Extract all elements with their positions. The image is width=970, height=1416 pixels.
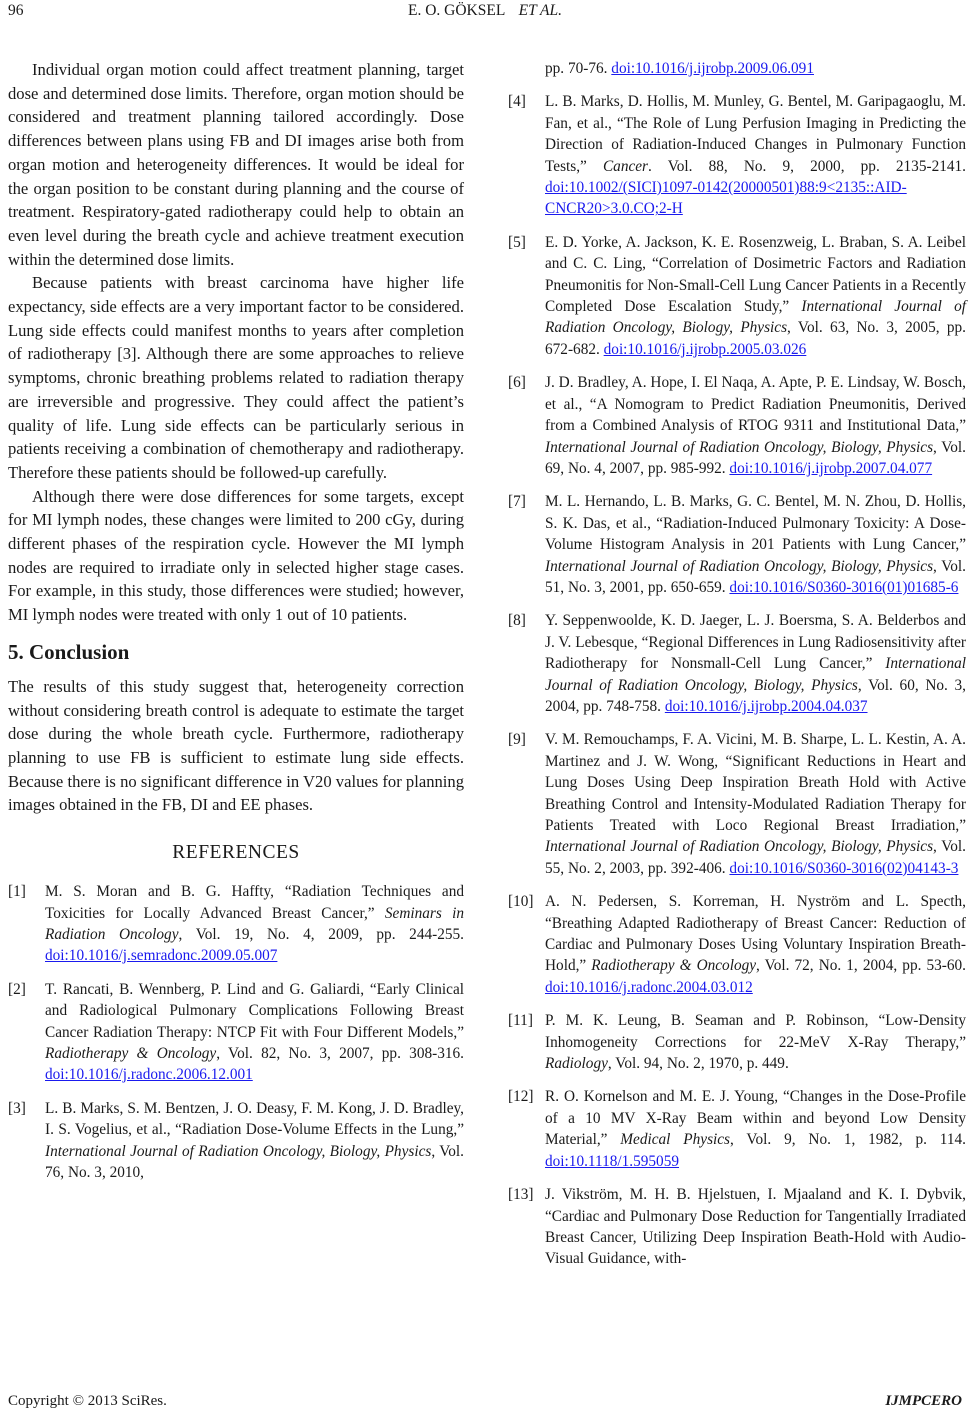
reference-item [8, 979, 464, 1086]
reference-text: L. B. Marks, D. Hollis, M. Munley, G. Bentel, M. Garipagaoglu, M. Fan, et al., “The Role of Lung Perfusion Imaging in Predicting the Direction of Radiation-Induced Changes in Pulmonary Function Tests,” [545, 93, 966, 175]
reference-item [8, 1098, 464, 1184]
reference-item [508, 372, 966, 479]
reference-text: R. O. Kornelson and M. E. J. Young, “Changes in the Dose-Profile of a 10 MV X-Ray Beam within and beyond Low Density Material,” [545, 1088, 966, 1149]
reference-number: [7] [508, 493, 526, 511]
reference-item [508, 91, 966, 219]
reference-journal: International Journal of Radiation Oncology, Biology, Physics [545, 298, 966, 337]
reference-number: [9] [508, 731, 526, 749]
reference-number: [11] [508, 1012, 533, 1030]
reference-text: A. N. Pedersen, S. Korreman, H. Nyström and L. Specth, “Breathing Adapted Radiotherapy of Breast Cancer: Reduction of Cardiac and Pulmonary Doses Using Voluntary Inspiration Breath-Hold,” [545, 893, 966, 975]
reference-details: , Vol. 55, No. 2, 2003, pp. 392-406. [545, 838, 966, 877]
reference-journal: International Journal of Radiation Oncology, Biology, Physics [45, 1142, 432, 1160]
reference-journal: Radiotherapy & Oncology [591, 957, 757, 975]
body-paragraph: Although there were dose differences for some targets, except for MI lymph nodes, these changes were limited to 200 cGy, during different phases of the respiration cycle. However the MI lymph nodes are required to irradiate only in selected higher stage cases. For example, in this study, those differences were studied; however, MI lymph nodes were treated with only 1 out of 10 patients. [8, 486, 464, 625]
reference-text: Y. Seppenwoolde, K. D. Jaeger, L. J. Boersma, S. A. Belderbos and J. V. Lebesque, “Regional Differences in Lung Radiosensitivity after Radiotherapy for Nonsmall-Cell Lung Cancer,” [545, 612, 966, 673]
reference-journal: Medical Physics [620, 1131, 731, 1149]
reference-text: M. L. Hernando, L. B. Marks, G. C. Bentel, M. N. Zhou, D. Hollis, S. K. Das, et al., “Radiation-Induced Pulmonary Toxicity: A Dose-Volume Histogram Analysis in 201 Patients with Lung Cancer,” [545, 493, 966, 554]
journal-abbrev: IJMPCERO [885, 1393, 962, 1409]
reference-text: J. Vikström, M. H. B. Hjelstuen, I. Mjaaland and K. I. Dybvik, “Cardiac and Pulmonary Dose Reduction for Tangentially Irradiated Breast Cancer, Utilizing Deep Inspiration Beath-Hold with Audio-Visual Guidance, with- [545, 1186, 966, 1268]
right-column [508, 58, 966, 1282]
doi-link[interactable]: doi:10.1118/1.595059 [545, 1152, 679, 1170]
reference-details: , Vol. 19, No. 4, 2009, pp. 244-255. [178, 925, 464, 943]
reference-details: , Vol. 94, No. 2, 1970, p. 449. [607, 1055, 789, 1073]
reference-details: , Vol. 60, No. 3, 2004, pp. 748-758. [545, 676, 966, 715]
references-heading: REFERENCES [172, 842, 300, 864]
body-paragraph: Individual organ motion could affect treatment planning, target dose and determined dose limits. Therefore, organ motion should be considered and treatment planning tailored accordingly. Dose differences between plans using FB and DI images arise both from organ motion and heterogeneity differences. It would be ideal for the organ position to be constant during planning and the course of treatment. Respiratory-gated radiotherapy could help to obtain an even level during the breath cycle and achieve treatment execution within the determined dose limits. [8, 60, 464, 269]
reference-item [508, 891, 966, 998]
reference-number: [1] [8, 883, 26, 901]
doi-link[interactable]: doi:10.1016/S0360-3016(02)04143-3 [729, 859, 959, 877]
doi-link[interactable]: doi:10.1016/j.ijrobp.2007.04.077 [729, 459, 933, 477]
reference-item [508, 1086, 966, 1172]
reference-journal: International Journal of Radiation Oncology, Biology, Physics [545, 655, 966, 694]
reference-item [508, 232, 966, 360]
left-column [8, 58, 464, 1195]
page-footer [8, 1393, 962, 1413]
copyright-notice: Copyright © 2013 SciRes. [8, 1393, 167, 1409]
reference-journal: International Journal of Radiation Oncology, Biology, Physics [545, 557, 934, 575]
page-number: 96 [8, 2, 24, 19]
reference-number: [10] [508, 893, 534, 911]
reference-text: L. B. Marks, S. M. Bentzen, J. O. Deasy, F. M. Kong, J. D. Bradley, I. S. Vogelius, et al., “Radiation Dose-Volume Effects in the Lung,” [45, 1099, 464, 1139]
reference-item [508, 491, 966, 598]
reference-text: P. M. K. Leung, B. Seaman and P. Robinson, “Low-Density Inhomogeneity Corrections for 22-MeV X-Ray Therapy,” [545, 1012, 966, 1051]
reference-item [8, 881, 464, 967]
reference-journal: International Journal of Radiation Oncology, Biology, Physics [545, 438, 934, 456]
reference-list [8, 881, 464, 1183]
running-title [0, 2, 970, 20]
reference-number: [6] [508, 374, 526, 392]
reference-text: E. D. Yorke, A. Jackson, K. E. Rosenzweig, L. Braban, S. A. Leibel and C. C. Ling, “Correlation of Dosimetric Factors and Radiation Pneumonitis for Non-Small-Cell Lung Cancer Patients in a Recently Completed Dose Escalation Study,” [545, 233, 966, 316]
reference-journal: Cancer [602, 157, 649, 175]
conclusion-paragraph: The results of this study suggest that, heterogeneity correction without considering breath control is adequate to estimate the target dose during the whole breath cycle. Furthermore, radiotherapy planning to use FB is sufficient to estimate lung side effects. Because there is no significant difference in V20 values for planning images obtained in the FB, DI and EE phases. [8, 676, 464, 815]
reference-number: [12] [508, 1088, 534, 1106]
reference-details: , Vol. 51, No. 3, 2001, pp. 650-659. [545, 557, 966, 596]
reference-details: , Vol. 69, No. 4, 2007, pp. 985-992. [545, 438, 966, 477]
reference-details: , Vol. 76, No. 3, 2010, [45, 1142, 464, 1181]
doi-link[interactable]: doi:10.1016/j.ijrobp.2009.06.091 [611, 60, 814, 77]
reference-item [508, 1184, 966, 1270]
reference-number: [8] [508, 612, 526, 630]
doi-link[interactable]: doi:10.1016/j.semradonc.2009.05.007 [45, 947, 278, 965]
reference-text: T. Rancati, B. Wennberg, P. Lind and G. Galiardi, “Early Clinical and Radiological Pulmonary Complications Following Breast Cancer Radiation Therapy: NTCP Fit with Four Different Models,” [45, 980, 464, 1041]
reference-journal: Radiology [545, 1055, 608, 1073]
reference-details: . Vol. 88, No. 9, 2000, pp. 2135-2141. [648, 157, 966, 175]
reference-number: [13] [508, 1186, 534, 1204]
reference-journal: Radiotherapy & Oncology [45, 1044, 217, 1062]
reference-number: [3] [8, 1099, 26, 1117]
reference-details: , Vol. 9, No. 1, 1982, p. 114. [730, 1131, 966, 1149]
reference-item [508, 729, 966, 879]
doi-link[interactable]: doi:10.1016/S0360-3016(01)01685-6 [729, 578, 959, 596]
reference-text: pp. 70-76. [545, 60, 612, 77]
reference-text: M. S. Moran and B. G. Haffty, “Radiation Techniques and Toxicities for Locally Advanced Breast Cancer,” [45, 883, 464, 922]
reference-text: V. M. Remouchamps, F. A. Vicini, M. B. Sharpe, L. L. Kestin, A. A. Martinez and J. W. Wong, “Significant Reductions in Heart and Lung Doses Using Deep Inspiration Breath Hold with Active Breathing Control and Intensity-Modulated Radiation Therapy for Patients Treated with Loco Regional Breast Irradiation,” [545, 731, 966, 834]
doi-link[interactable]: doi:10.1016/j.ijrobp.2005.03.026 [603, 340, 807, 358]
reference-journal: International Journal of Radiation Oncology, Biology, Physics [545, 838, 934, 856]
doi-link[interactable]: doi:10.1016/j.radonc.2006.12.001 [45, 1066, 253, 1084]
conclusion-heading: 5. Conclusion [8, 639, 130, 664]
reference-list [508, 91, 966, 1269]
reference-number: [5] [508, 233, 526, 251]
reference-details: , Vol. 63, No. 3, 2005, pp. 672-682. [545, 319, 966, 358]
reference-details: , Vol. 82, No. 3, 2007, pp. 308-316. [216, 1044, 464, 1062]
reference-journal: Seminars in Radiation Oncology [45, 904, 464, 943]
running-title-authors: E. O. GÖKSEL [408, 2, 505, 19]
reference-number: [4] [508, 93, 526, 111]
body-paragraph: Because patients with breast carcinoma have higher life expectancy, side effects are a very important factor to be considered. Lung side effects could manifest months to years after completion of radiotherapy [3]. Although there are some approaches to relieve symptoms, chronic breathing problems related to radiation therapy are irreversible and progressive. They could affect the patient’s quality of life. Lung side effects can be particularly serious in patients receiving a combination of chemotherapy and radiotherapy. Therefore these patients should be followed-up carefully. [8, 273, 464, 482]
reference-details: , Vol. 72, No. 1, 2004, pp. 53-60. [756, 957, 966, 975]
reference-item [508, 610, 966, 717]
reference-number: [2] [8, 980, 26, 998]
doi-link[interactable]: doi:10.1016/j.radonc.2004.03.012 [545, 978, 753, 996]
doi-link[interactable]: doi:10.1002/(SICI)1097-0142(20000501)88:9<2135::AID-CNCR20>3.0.CO;2-H [545, 179, 907, 218]
reference-item [508, 1010, 966, 1074]
reference-text: J. D. Bradley, A. Hope, I. El Naqa, A. Apte, P. E. Lindsay, W. Bosch, et al., “A Nomogram to Predict Radiation Pneumonitis, Derived from a Combined Analysis of RTOG 9311 and Institutional Data,” [545, 374, 966, 435]
doi-link[interactable]: doi:10.1016/j.ijrobp.2004.04.037 [664, 697, 868, 715]
reference-continuation [508, 58, 966, 79]
running-header [0, 0, 970, 34]
running-title-etal: ET AL. [518, 2, 562, 19]
